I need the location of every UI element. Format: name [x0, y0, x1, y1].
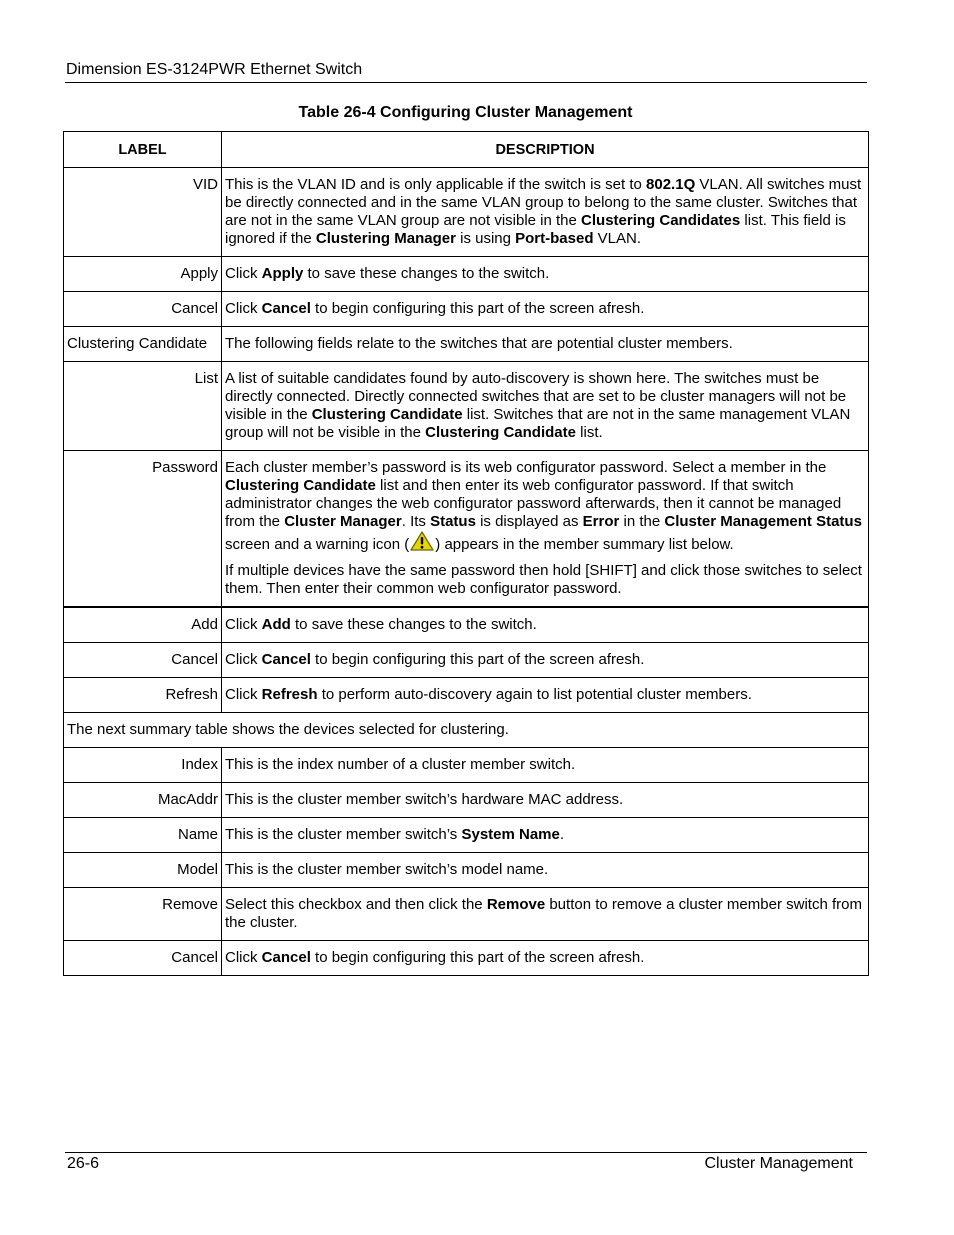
row-description [222, 451, 869, 608]
chapter-title: Cluster Management [704, 1155, 853, 1172]
row-description: Click Cancel to begin configuring this part of the screen afresh. [222, 292, 869, 327]
table-row-macaddr [64, 783, 869, 818]
table-row-cancel [64, 643, 869, 678]
table-row-cancel [64, 292, 869, 327]
table-row-add [64, 607, 869, 643]
row-label: Name [64, 818, 222, 853]
row-label: Cancel [64, 292, 222, 327]
table-row-remove [64, 888, 869, 941]
row-label: Password [64, 451, 222, 608]
row-description: Click Apply to save these changes to the switch. [222, 257, 869, 292]
row-label: Add [64, 607, 222, 643]
table-row-name [64, 818, 869, 853]
page-number: 26-6 [67, 1155, 100, 1172]
warning-icon [410, 531, 434, 551]
row-description: This is the cluster member switch’s System Name. [222, 818, 869, 853]
row-description: This is the cluster member switch’s model name. [222, 853, 869, 888]
table-row-vid [64, 168, 869, 257]
summary-note: The next summary table shows the devices selected for clustering. [64, 713, 869, 748]
row-label: Remove [64, 888, 222, 941]
table-title: Table 26-4 Configuring Cluster Management [298, 104, 633, 121]
row-label: List [64, 362, 222, 451]
table-row-summary-note [64, 713, 869, 748]
row-description: A list of suitable candidates found by auto-discovery is shown here. The switches must be directly connected. Directly connected switches that are set to be cluster managers will not be visible in the Clustering Candidate list. Switches that are not in the same management VLAN group will not be visible in the Clustering Candidate list. [222, 362, 869, 451]
row-label: Index [64, 748, 222, 783]
row-description: This is the VLAN ID and is only applicable if the switch is set to 802.1Q VLAN. All switches must be directly connected and in the same VLAN group to belong to the same cluster. Switches that are not in the same VLAN group are not visible in the Clustering Candidates list. This field is ignored if the Clustering Manager is using Port-based VLAN. [222, 168, 869, 257]
column-header-description: DESCRIPTION [222, 132, 869, 168]
table-row-cancel [64, 941, 869, 976]
password-paragraph-2: If multiple devices have the same password then hold [SHIFT] and click those switches to select them. Then enter their common web configurator password. [225, 562, 862, 597]
header-rule [65, 82, 867, 83]
row-description: Select this checkbox and then click the Remove button to remove a cluster member switch from the cluster. [222, 888, 869, 941]
password-paragraph-1: Each cluster member’s password is its web configurator password. Select a member in the Clustering Candidate list and then enter its web configurator password. If that switch administrator changes the web configurator password afterwards, then it cannot be managed from the Cluster Manager. Its Status is displayed as Error in the Cluster Management Status screen and a warning icon ( ) appears in the member summary list below. [225, 459, 862, 553]
row-description: The following fields relate to the switches that are potential cluster members. [222, 327, 869, 362]
row-label: Cancel [64, 941, 222, 976]
table-row-password [64, 451, 869, 608]
table-row-refresh [64, 678, 869, 713]
column-header-label: LABEL [64, 132, 222, 168]
row-label: Apply [64, 257, 222, 292]
row-label: VID [64, 168, 222, 257]
row-label: Model [64, 853, 222, 888]
table-row-clustering-candidate [64, 327, 869, 362]
table-row-apply [64, 257, 869, 292]
row-description: Click Cancel to begin configuring this part of the screen afresh. [222, 643, 869, 678]
footer-rule [65, 1152, 867, 1153]
row-label: Cancel [64, 643, 222, 678]
table-header-row [64, 132, 869, 168]
row-description: Click Add to save these changes to the switch. [222, 607, 869, 643]
row-label: Refresh [64, 678, 222, 713]
row-description: This is the cluster member switch’s hardware MAC address. [222, 783, 869, 818]
config-table [63, 131, 869, 976]
row-label: Clustering Candidate [64, 327, 222, 362]
row-description: Click Cancel to begin configuring this part of the screen afresh. [222, 941, 869, 976]
row-label: MacAddr [64, 783, 222, 818]
table-row-list [64, 362, 869, 451]
row-description: This is the index number of a cluster member switch. [222, 748, 869, 783]
table-row-index [64, 748, 869, 783]
row-description: Click Refresh to perform auto-discovery again to list potential cluster members. [222, 678, 869, 713]
table-row-model [64, 853, 869, 888]
running-header: Dimension ES-3124PWR Ethernet Switch [66, 61, 363, 78]
